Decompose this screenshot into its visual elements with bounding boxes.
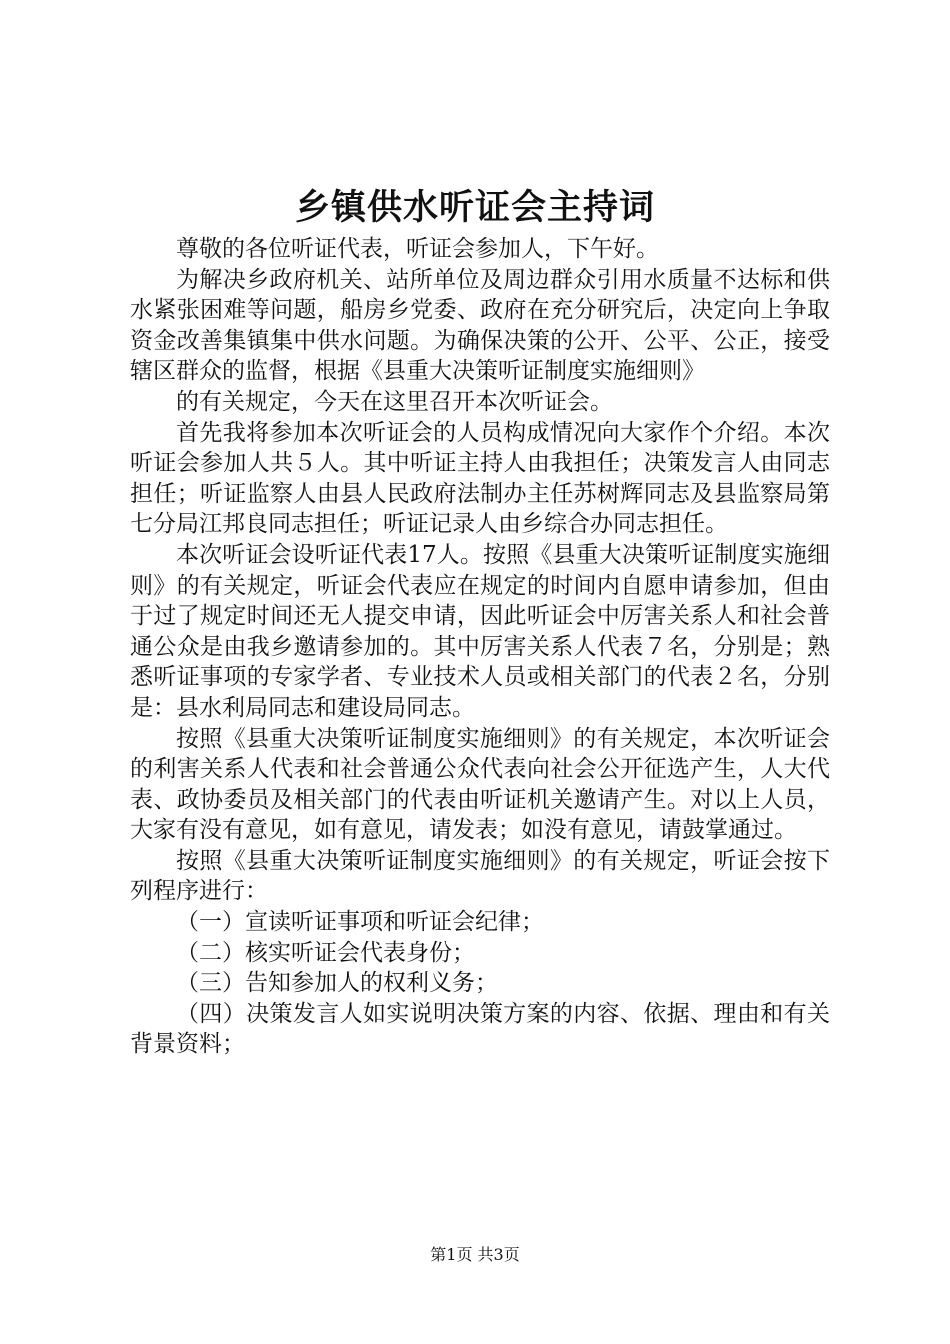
document-title: 乡镇供水听证会主持词 [294,188,655,228]
paragraph-representatives: 本次听证会设听证代表17人。按照《县重大决策听证制度实施细则》的有关规定，听证会代表应在规定的时间内自愿申请参加，但由于过了规定时间还无人提交申请，因此听证会中厉害关系人和社会普通公众是由我乡邀请参加的。其中厉害关系人代表７名，分别是；熟悉听证事项的专家学者、专业技术人员或相关部门的代表２名，分别是：县水利局同志和建设局同志。 [130,541,830,721]
procedure-item-3: （三）告知参加人的权利义务； [176,970,498,997]
paragraph-procedure-intro: 按照《县重大决策听证制度实施细则》的有关规定，听证会按下列程序进行： [130,847,830,905]
paragraph-background: 为解决乡政府机关、站所单位及周边群众引用水质量不达标和供水紧张困难等问题，船房乡党委、政府在充分研究后，决定向上争取资金改善集镇集中供水问题。为确保决策的公开、公平、公正，接受辖区群众的监督，根据《县重大决策听证制度实施细则》 [130,266,830,385]
document-body [130,234,830,1060]
page-number: 第1页 共3页 [430,1245,520,1264]
paragraph-greeting: 尊敬的各位听证代表，听证会参加人，下午好。 [176,236,659,262]
paragraph-selection: 按照《县重大决策听证制度实施细则》的有关规定，本次听证会的利害关系人代表和社会普通公众代表向社会公开征选产生，人大代表、政协委员及相关部门的代表由听证机关邀请产生。对以上人员，大家有没有意见，如有意见，请发表；如没有意见，请鼓掌通过。 [130,725,830,844]
procedure-item-2: （二）核实听证会代表身份； [176,939,475,966]
procedure-item-4: （四）决策发言人如实说明决策方案的内容、依据、理由和有关背景资料； [130,1000,830,1058]
paragraph-purpose: 的有关规定，今天在这里召开本次听证会。 [176,388,613,415]
procedure-item-1: （一）宣读听证事项和听证会纪律； [176,909,544,936]
paragraph-participants: 首先我将参加本次听证会的人员构成情况向大家作个介绍。本次听证会参加人共５人。其中听证主持人由我担任；决策发言人由同志担任；听证监察人由县人民政府法制办主任苏树辉同志及县监察局第七分局江邦良同志担任；听证记录人由乡综合办同志担任。 [130,419,830,538]
